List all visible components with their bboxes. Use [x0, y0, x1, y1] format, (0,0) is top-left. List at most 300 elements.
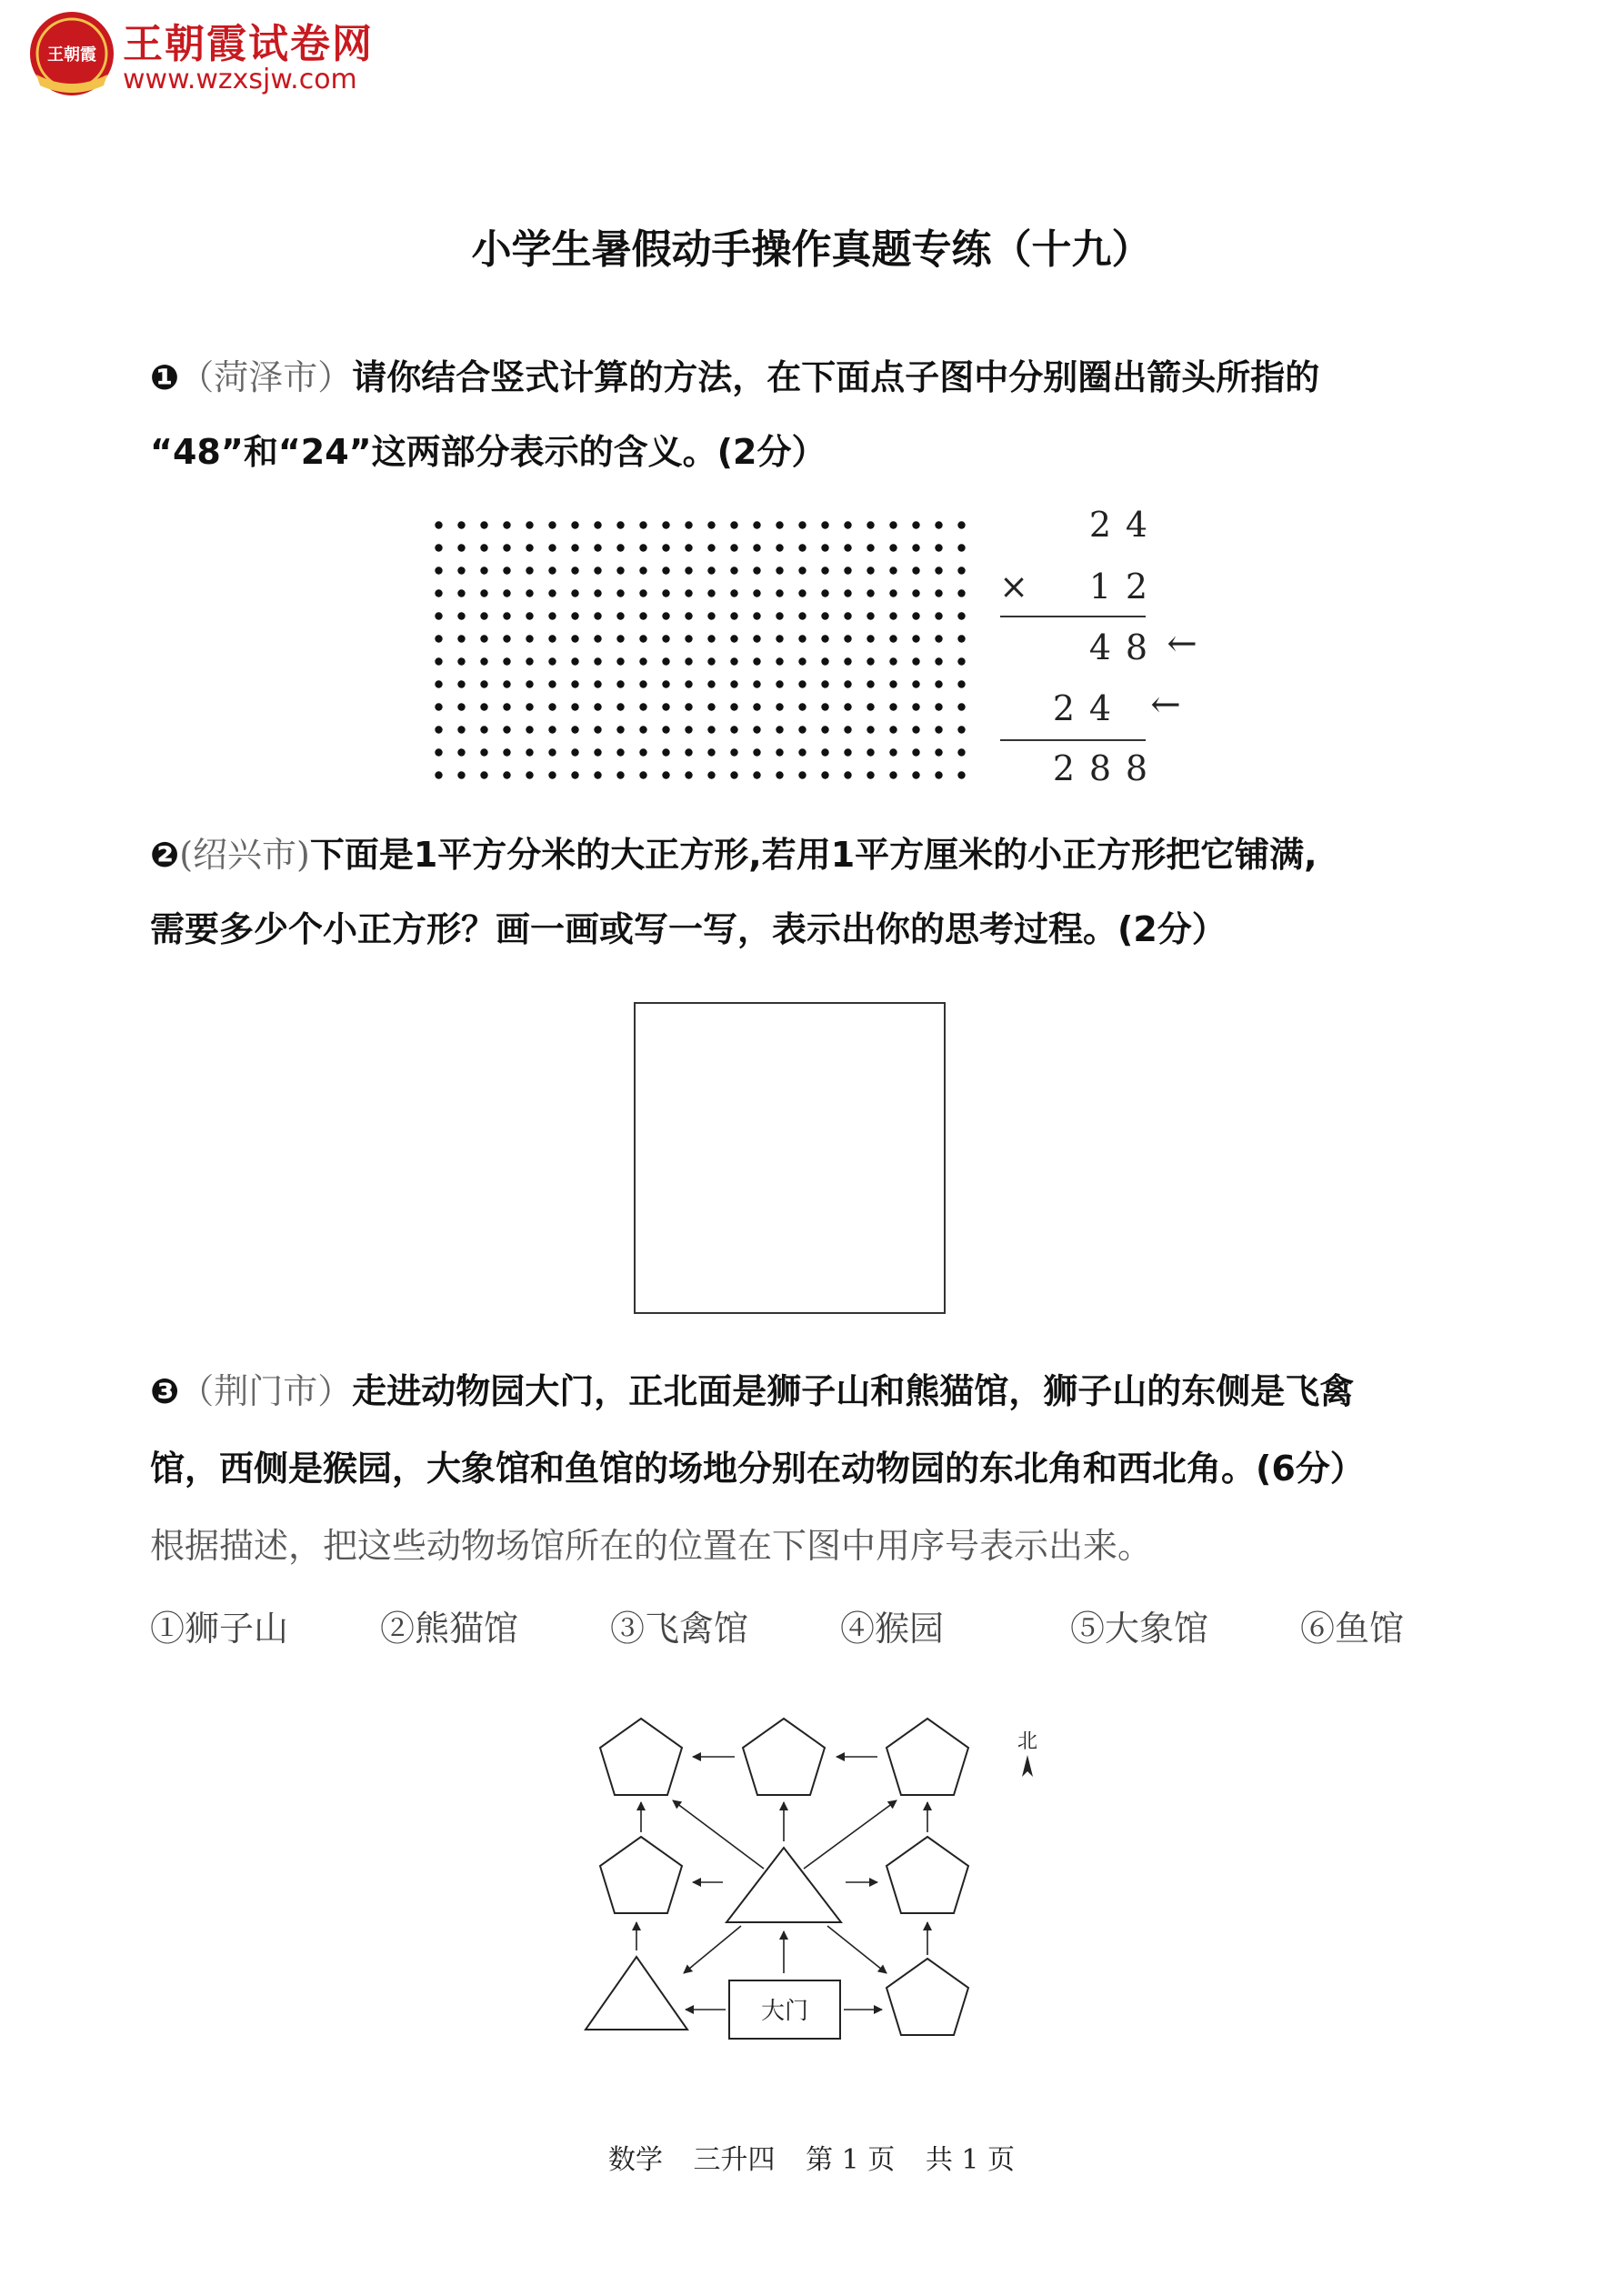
- option-3: ③飞禽馆: [610, 1609, 749, 1649]
- dot: [957, 589, 965, 597]
- dot: [912, 726, 919, 733]
- dot: [594, 544, 601, 551]
- logo-text: 王朝霞: [47, 45, 96, 65]
- dot: [594, 771, 601, 778]
- dot: [548, 771, 556, 778]
- dot: [753, 612, 760, 619]
- dot: [685, 726, 692, 733]
- dot: [798, 703, 806, 710]
- q3-line1: [150, 1369, 1354, 1414]
- dot: [526, 544, 533, 551]
- q3-number: ❸: [150, 1371, 180, 1411]
- dot: [707, 589, 715, 597]
- dot: [571, 635, 578, 642]
- dot: [480, 680, 487, 687]
- dot: [457, 771, 465, 778]
- dot: [935, 657, 942, 665]
- dot: [685, 703, 692, 710]
- dot: [821, 589, 828, 597]
- dot: [707, 771, 715, 778]
- dot: [776, 635, 783, 642]
- dot: [867, 748, 874, 756]
- dot: [457, 748, 465, 756]
- dot: [639, 544, 646, 551]
- dot: [503, 544, 510, 551]
- dot: [957, 726, 965, 733]
- dot: [798, 771, 806, 778]
- dot: [957, 748, 965, 756]
- calc-arrow-1: ←: [1167, 623, 1197, 665]
- calc-multiplicand-ones: 4: [1125, 505, 1148, 545]
- arrow-center-to-bottom-left: [684, 1926, 741, 1973]
- dot: [480, 589, 487, 597]
- dot: [889, 748, 897, 756]
- dot: [639, 635, 646, 642]
- dot: [753, 589, 760, 597]
- dot: [480, 521, 487, 528]
- q3-text1: 走进动物园大门，正北面是狮子山和熊猫馆，狮子山的东侧是飞禽: [352, 1371, 1355, 1411]
- dot: [935, 635, 942, 642]
- dot: [503, 726, 510, 733]
- dot: [844, 612, 851, 619]
- dot: [730, 680, 737, 687]
- dot: [639, 521, 646, 528]
- dot: [957, 544, 965, 551]
- dot: [753, 703, 760, 710]
- dot: [457, 726, 465, 733]
- dot: [730, 521, 737, 528]
- dot: [730, 748, 737, 756]
- dot: [526, 748, 533, 756]
- arrow-center-to-bottom-right: [827, 1926, 887, 1973]
- dot: [662, 748, 669, 756]
- dot: [639, 612, 646, 619]
- dot: [662, 726, 669, 733]
- dot: [526, 680, 533, 687]
- dot: [707, 703, 715, 710]
- logo-badge: [27, 9, 116, 98]
- dot: [503, 521, 510, 528]
- calc-multiplier-ones: 2: [1125, 566, 1148, 607]
- calc-partial2-tens: 4: [1088, 688, 1112, 728]
- dot: [571, 544, 578, 551]
- dot: [912, 657, 919, 665]
- dot: [957, 612, 965, 619]
- dot: [957, 680, 965, 687]
- dot: [571, 521, 578, 528]
- q1-number: ❶: [150, 357, 180, 397]
- dot: [503, 612, 510, 619]
- dot: [571, 748, 578, 756]
- dot: [867, 544, 874, 551]
- dot: [571, 657, 578, 665]
- dot: [662, 680, 669, 687]
- option-2: ②熊猫馆: [380, 1609, 519, 1649]
- brand-name: 王朝霞试卷网: [123, 21, 374, 67]
- q1-source: （菏泽市）: [179, 357, 353, 397]
- dot: [753, 635, 760, 642]
- dot: [798, 657, 806, 665]
- dot: [457, 589, 465, 597]
- dot: [594, 726, 601, 733]
- dot: [457, 612, 465, 619]
- dot: [594, 680, 601, 687]
- arrow-center-to-top-left: [673, 1800, 764, 1869]
- pentagon-top-right: [887, 1719, 968, 1795]
- dot: [662, 703, 669, 710]
- dot: [912, 635, 919, 642]
- dot: [707, 657, 715, 665]
- dot: [889, 771, 897, 778]
- dot: [571, 680, 578, 687]
- dot: [730, 544, 737, 551]
- dot: [776, 657, 783, 665]
- triangle-bottom-left: [586, 1957, 687, 2030]
- dot: [912, 566, 919, 574]
- dot: [957, 635, 965, 642]
- dot: [912, 771, 919, 778]
- dot: [662, 657, 669, 665]
- dot: [867, 589, 874, 597]
- dot: [526, 703, 533, 710]
- calc-result-hundreds: 2: [1052, 748, 1076, 788]
- dot: [935, 748, 942, 756]
- dot: [457, 566, 465, 574]
- dot: [526, 635, 533, 642]
- dot: [867, 566, 874, 574]
- dot: [889, 680, 897, 687]
- dot: [548, 635, 556, 642]
- dot: [730, 635, 737, 642]
- q1-line1: [150, 355, 1319, 400]
- dot: [844, 589, 851, 597]
- dot: [503, 680, 510, 687]
- dot: [844, 748, 851, 756]
- dot: [457, 657, 465, 665]
- brand-url: www.wzxsjw.com: [123, 64, 357, 95]
- dot: [889, 612, 897, 619]
- dot: [844, 726, 851, 733]
- dot: [503, 589, 510, 597]
- dot: [798, 566, 806, 574]
- dot: [935, 771, 942, 778]
- pentagon-middle-left: [600, 1837, 682, 1913]
- dot: [616, 726, 624, 733]
- dot: [571, 726, 578, 733]
- dot: [457, 703, 465, 710]
- dot: [548, 703, 556, 710]
- dot: [889, 589, 897, 597]
- dot: [480, 703, 487, 710]
- dot: [435, 771, 442, 778]
- q2-text1: 下面是1平方分米的大正方形,若用1平方厘米的小正方形把它铺满,: [309, 835, 1317, 875]
- dot: [526, 521, 533, 528]
- dot: [616, 657, 624, 665]
- calc-operator: ×: [999, 566, 1028, 607]
- dot: [503, 703, 510, 710]
- dot: [935, 589, 942, 597]
- dot: [571, 771, 578, 778]
- dot: [480, 726, 487, 733]
- dot: [912, 544, 919, 551]
- dot: [798, 544, 806, 551]
- dot: [730, 771, 737, 778]
- dot: [730, 589, 737, 597]
- dot: [662, 612, 669, 619]
- dot: [912, 703, 919, 710]
- dot: [435, 612, 442, 619]
- dot: [639, 703, 646, 710]
- dot: [776, 612, 783, 619]
- dot: [776, 521, 783, 528]
- dot: [707, 544, 715, 551]
- option-4: ④猴园: [840, 1609, 945, 1649]
- large-square: [634, 1002, 946, 1314]
- q2-line2: 需要多少个小正方形？画一画或写一写，表示出你的思考过程。(2分）: [150, 909, 1227, 949]
- dot: [707, 680, 715, 687]
- dot: [821, 726, 828, 733]
- dot: [798, 635, 806, 642]
- calc-line-2: [1000, 739, 1146, 741]
- dot: [435, 748, 442, 756]
- dot: [594, 566, 601, 574]
- dot: [753, 726, 760, 733]
- dot: [548, 521, 556, 528]
- dot: [821, 566, 828, 574]
- dot: [776, 726, 783, 733]
- dot: [912, 521, 919, 528]
- dot: [616, 680, 624, 687]
- dot: [639, 680, 646, 687]
- dot: [798, 612, 806, 619]
- calc-partial2-hundreds: 2: [1052, 688, 1076, 728]
- pentagon-middle-right: [887, 1837, 968, 1913]
- dot: [457, 635, 465, 642]
- dot: [776, 771, 783, 778]
- dot: [548, 680, 556, 687]
- dot: [594, 612, 601, 619]
- dot: [571, 589, 578, 597]
- dot: [707, 566, 715, 574]
- dot: [685, 544, 692, 551]
- dot: [503, 748, 510, 756]
- dot: [548, 612, 556, 619]
- dot: [457, 680, 465, 687]
- dot: [912, 748, 919, 756]
- dot: [730, 566, 737, 574]
- dot: [753, 771, 760, 778]
- dot: [571, 566, 578, 574]
- dot: [503, 566, 510, 574]
- dot: [526, 771, 533, 778]
- dot: [753, 657, 760, 665]
- dot: [616, 635, 624, 642]
- dot: [548, 566, 556, 574]
- dot: [730, 703, 737, 710]
- dot: [548, 748, 556, 756]
- dot: [480, 771, 487, 778]
- dot: [867, 703, 874, 710]
- dot: [821, 703, 828, 710]
- dot: [616, 748, 624, 756]
- dot: [503, 635, 510, 642]
- dot: [457, 544, 465, 551]
- option-5: ⑤大象馆: [1070, 1609, 1209, 1649]
- calc-multiplier-tens: 1: [1088, 566, 1112, 607]
- dot: [912, 680, 919, 687]
- dot: [616, 703, 624, 710]
- dot: [821, 680, 828, 687]
- dot: [889, 544, 897, 551]
- dot: [707, 612, 715, 619]
- dot: [480, 612, 487, 619]
- dot: [889, 657, 897, 665]
- dot: [639, 566, 646, 574]
- dot: [548, 589, 556, 597]
- dot: [685, 521, 692, 528]
- page-title: 小学生暑假动手操作真题专练（十九）: [471, 226, 1152, 273]
- north-label: 北: [1017, 1730, 1038, 1753]
- dot: [435, 680, 442, 687]
- dot: [571, 612, 578, 619]
- dot: [798, 589, 806, 597]
- dot: [935, 521, 942, 528]
- q1-text1: 请你结合竖式计算的方法，在下面点子图中分别圈出箭头所指的: [352, 357, 1320, 397]
- dot: [707, 521, 715, 528]
- dot: [867, 680, 874, 687]
- q3-line2: 馆，西侧是猴园，大象馆和鱼馆的场地分别在动物园的东北角和西北角。(6分）: [150, 1449, 1365, 1489]
- dot: [867, 612, 874, 619]
- dot: [889, 726, 897, 733]
- dot: [662, 589, 669, 597]
- dot: [435, 589, 442, 597]
- calc-result-tens: 8: [1088, 748, 1112, 788]
- q3-line3: 根据描述，把这些动物场馆所在的位置在下图中用序号表示出来。: [150, 1526, 1153, 1566]
- dot: [685, 612, 692, 619]
- dot: [912, 589, 919, 597]
- dot: [685, 657, 692, 665]
- page-footer: [0, 2137, 1623, 2177]
- dot: [821, 748, 828, 756]
- dot: [616, 771, 624, 778]
- dot: [912, 612, 919, 619]
- calc-partial1-tens: 4: [1088, 627, 1112, 667]
- dot: [594, 521, 601, 528]
- dot: [776, 589, 783, 597]
- dot: [730, 726, 737, 733]
- q2-number: ❷: [150, 835, 180, 875]
- dot: [730, 657, 737, 665]
- dot: [889, 566, 897, 574]
- dot: [776, 748, 783, 756]
- dot: [662, 521, 669, 528]
- q2-line1: [150, 832, 1317, 877]
- dot: [798, 726, 806, 733]
- dot: [685, 635, 692, 642]
- zoo-map: [573, 1700, 1082, 2064]
- dot: [935, 612, 942, 619]
- dot: [526, 726, 533, 733]
- dot: [503, 657, 510, 665]
- dot: [662, 771, 669, 778]
- dot: [639, 748, 646, 756]
- dot: [435, 703, 442, 710]
- dot: [867, 521, 874, 528]
- dot: [889, 635, 897, 642]
- dot: [662, 566, 669, 574]
- dot: [662, 635, 669, 642]
- q1-line2: “48”和“24”这两部分表示的含义。(2分）: [150, 432, 827, 472]
- dot: [435, 566, 442, 574]
- dot: [957, 703, 965, 710]
- dot: [526, 657, 533, 665]
- dot: [435, 544, 442, 551]
- dot: [753, 544, 760, 551]
- dot: [548, 544, 556, 551]
- dot: [844, 521, 851, 528]
- dot: [616, 544, 624, 551]
- dot: [685, 566, 692, 574]
- dot: [480, 566, 487, 574]
- arrow-center-to-top-right: [804, 1800, 897, 1869]
- dot: [435, 521, 442, 528]
- dot: [435, 657, 442, 665]
- dot: [435, 635, 442, 642]
- dot: [867, 635, 874, 642]
- dot: [616, 612, 624, 619]
- dot: [685, 748, 692, 756]
- dot: [707, 726, 715, 733]
- dot: [526, 612, 533, 619]
- dot: [957, 657, 965, 665]
- dot: [594, 703, 601, 710]
- dot: [776, 566, 783, 574]
- pentagon-bottom-right: [887, 1959, 968, 2035]
- footer-grade: 三升四: [693, 2144, 776, 2176]
- dot: [662, 544, 669, 551]
- dot: [594, 748, 601, 756]
- dot: [821, 657, 828, 665]
- dot: [935, 726, 942, 733]
- dot: [526, 589, 533, 597]
- dot: [571, 703, 578, 710]
- dot: [480, 635, 487, 642]
- calc-partial1-ones: 8: [1125, 627, 1148, 667]
- dot: [707, 748, 715, 756]
- footer-subject: 数学: [608, 2144, 663, 2176]
- calc-line-1: [1000, 616, 1146, 617]
- dot: [639, 657, 646, 665]
- dot: [639, 589, 646, 597]
- footer-page: 第 1 页: [806, 2144, 896, 2176]
- dot: [639, 771, 646, 778]
- dot: [503, 771, 510, 778]
- dot: [798, 521, 806, 528]
- triangle-center: [726, 1848, 841, 1922]
- dot: [776, 680, 783, 687]
- calc-result-ones: 8: [1125, 748, 1148, 788]
- dot: [821, 771, 828, 778]
- dot: [935, 566, 942, 574]
- dot: [526, 566, 533, 574]
- dot: [730, 612, 737, 619]
- dot: [753, 521, 760, 528]
- dot: [844, 680, 851, 687]
- dot: [867, 771, 874, 778]
- dot: [935, 544, 942, 551]
- dot: [798, 680, 806, 687]
- dot: [435, 726, 442, 733]
